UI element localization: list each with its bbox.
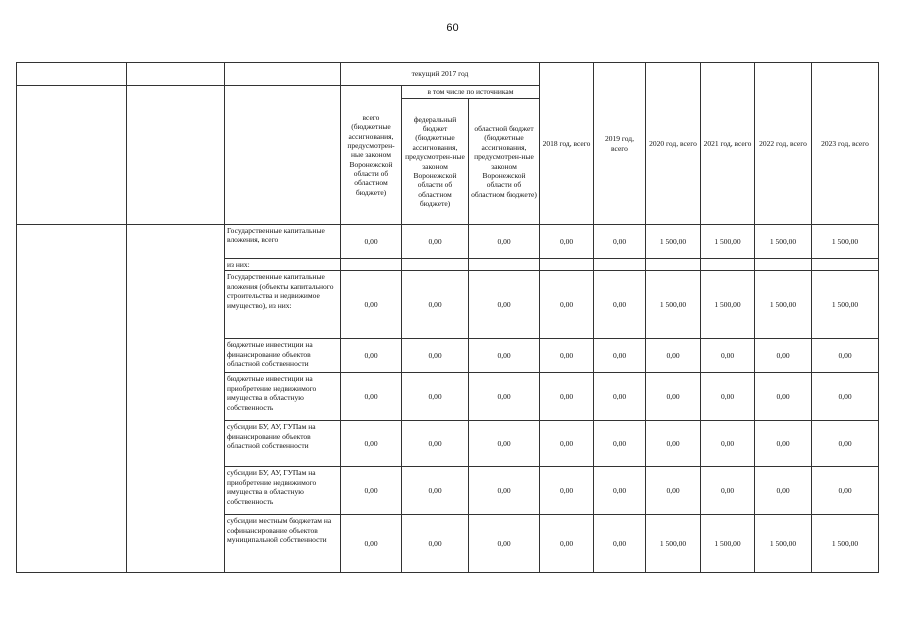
header-federal: федеральный бюджет (бюджетные ассигнования, предусмотрен-ные законом Воронежской области об областном бюджете) bbox=[402, 99, 469, 225]
row-label: субсидии БУ, АУ, ГУПам на приобретение недвижимого имущества в областную собственность bbox=[225, 467, 341, 515]
value-cell: 1 500,00 bbox=[812, 225, 879, 259]
row-col2 bbox=[127, 225, 225, 573]
value-cell: 1 500,00 bbox=[646, 271, 701, 339]
value-cell: 0,00 bbox=[701, 421, 755, 467]
value-cell bbox=[402, 259, 469, 271]
value-cell: 0,00 bbox=[755, 421, 812, 467]
value-cell: 0,00 bbox=[701, 467, 755, 515]
value-cell bbox=[646, 259, 701, 271]
value-cell: 1 500,00 bbox=[812, 515, 879, 573]
header-blank-col3 bbox=[225, 63, 341, 86]
value-cell: 0,00 bbox=[469, 421, 540, 467]
value-cell: 0,00 bbox=[402, 339, 469, 373]
value-cell: 0,00 bbox=[540, 271, 594, 339]
header-2020: 2020 год, всего bbox=[646, 63, 701, 225]
value-cell: 0,00 bbox=[469, 339, 540, 373]
header-col1-lower bbox=[17, 86, 127, 225]
value-cell: 0,00 bbox=[540, 373, 594, 421]
value-cell: 0,00 bbox=[646, 373, 701, 421]
value-cell: 0,00 bbox=[755, 467, 812, 515]
row-label: из них: bbox=[225, 259, 341, 271]
header-2018: 2018 год, всего bbox=[540, 63, 594, 225]
value-cell: 1 500,00 bbox=[701, 515, 755, 573]
value-cell: 0,00 bbox=[402, 225, 469, 259]
value-cell bbox=[341, 259, 402, 271]
budget-table bbox=[16, 62, 879, 573]
value-cell: 1 500,00 bbox=[646, 225, 701, 259]
value-cell: 0,00 bbox=[341, 373, 402, 421]
value-cell: 0,00 bbox=[594, 421, 646, 467]
value-cell: 0,00 bbox=[469, 271, 540, 339]
row-label: Государственные капитальные вложения (объекты капитального строительства и недвижимое имущество), из них: bbox=[225, 271, 341, 339]
value-cell bbox=[755, 259, 812, 271]
value-cell: 0,00 bbox=[646, 467, 701, 515]
value-cell: 1 500,00 bbox=[701, 271, 755, 339]
value-cell bbox=[812, 259, 879, 271]
value-cell: 0,00 bbox=[469, 225, 540, 259]
value-cell: 0,00 bbox=[540, 225, 594, 259]
value-cell: 0,00 bbox=[540, 339, 594, 373]
header-regional: областной бюджет (бюджетные ассигнования, предусмотрен-ные законом Воронежской области об областном бюджете) bbox=[469, 99, 540, 225]
value-cell: 0,00 bbox=[812, 373, 879, 421]
value-cell: 0,00 bbox=[812, 421, 879, 467]
value-cell bbox=[469, 259, 540, 271]
value-cell: 0,00 bbox=[594, 373, 646, 421]
value-cell: 0,00 bbox=[402, 421, 469, 467]
value-cell: 0,00 bbox=[341, 467, 402, 515]
header-blank-col1 bbox=[17, 63, 127, 86]
header-current-year: текущий 2017 год bbox=[341, 63, 540, 86]
header-sources: в том числе по источникам bbox=[402, 86, 540, 99]
value-cell: 0,00 bbox=[594, 225, 646, 259]
value-cell: 0,00 bbox=[341, 225, 402, 259]
value-cell: 0,00 bbox=[646, 339, 701, 373]
value-cell: 0,00 bbox=[341, 421, 402, 467]
header-blank-col2 bbox=[127, 63, 225, 86]
value-cell: 0,00 bbox=[402, 515, 469, 573]
value-cell: 1 500,00 bbox=[755, 515, 812, 573]
value-cell: 0,00 bbox=[594, 339, 646, 373]
value-cell: 0,00 bbox=[469, 467, 540, 515]
value-cell: 0,00 bbox=[701, 373, 755, 421]
value-cell: 0,00 bbox=[341, 271, 402, 339]
value-cell: 0,00 bbox=[469, 373, 540, 421]
header-2022: 2022 год, всего bbox=[755, 63, 812, 225]
value-cell: 0,00 bbox=[402, 271, 469, 339]
header-total-current: всего (бюджетные ассигнования, предусмотрен-ные законом Воронежской области об областном бюджете) bbox=[341, 86, 402, 225]
row-label: субсидии БУ, АУ, ГУПам на финансирование объектов областной собственности bbox=[225, 421, 341, 467]
value-cell: 0,00 bbox=[469, 515, 540, 573]
value-cell: 0,00 bbox=[341, 515, 402, 573]
row-label: бюджетные инвестиции на финансирование объектов областной собственности bbox=[225, 339, 341, 373]
value-cell: 0,00 bbox=[540, 467, 594, 515]
table-row bbox=[17, 225, 879, 259]
page-number: 60 bbox=[446, 22, 459, 34]
value-cell: 0,00 bbox=[812, 467, 879, 515]
row-label: субсидии местным бюджетам на софинансирование объектов муниципальной собственности bbox=[225, 515, 341, 573]
header-2021: 2021 год, всего bbox=[701, 63, 755, 225]
value-cell bbox=[594, 259, 646, 271]
value-cell: 0,00 bbox=[594, 271, 646, 339]
header-col2-lower bbox=[127, 86, 225, 225]
value-cell: 0,00 bbox=[594, 515, 646, 573]
header-row-1 bbox=[17, 63, 879, 86]
header-2019: 2019 год, всего bbox=[594, 63, 646, 225]
value-cell: 0,00 bbox=[540, 515, 594, 573]
row-col1 bbox=[17, 225, 127, 573]
value-cell: 0,00 bbox=[646, 421, 701, 467]
row-label: бюджетные инвестиции на приобретение недвижимого имущества в областную собственность bbox=[225, 373, 341, 421]
value-cell: 0,00 bbox=[402, 373, 469, 421]
value-cell: 0,00 bbox=[755, 373, 812, 421]
value-cell: 0,00 bbox=[341, 339, 402, 373]
value-cell: 0,00 bbox=[594, 467, 646, 515]
header-2023: 2023 год, всего bbox=[812, 63, 879, 225]
value-cell: 1 500,00 bbox=[701, 225, 755, 259]
value-cell: 1 500,00 bbox=[755, 271, 812, 339]
value-cell bbox=[540, 259, 594, 271]
value-cell: 0,00 bbox=[755, 339, 812, 373]
value-cell: 0,00 bbox=[812, 339, 879, 373]
row-label: Государственные капитальные вложения, всего bbox=[225, 225, 341, 259]
value-cell: 1 500,00 bbox=[755, 225, 812, 259]
value-cell: 1 500,00 bbox=[812, 271, 879, 339]
value-cell bbox=[701, 259, 755, 271]
header-col3-lower bbox=[225, 86, 341, 225]
value-cell: 0,00 bbox=[701, 339, 755, 373]
value-cell: 1 500,00 bbox=[646, 515, 701, 573]
value-cell: 0,00 bbox=[540, 421, 594, 467]
value-cell: 0,00 bbox=[402, 467, 469, 515]
